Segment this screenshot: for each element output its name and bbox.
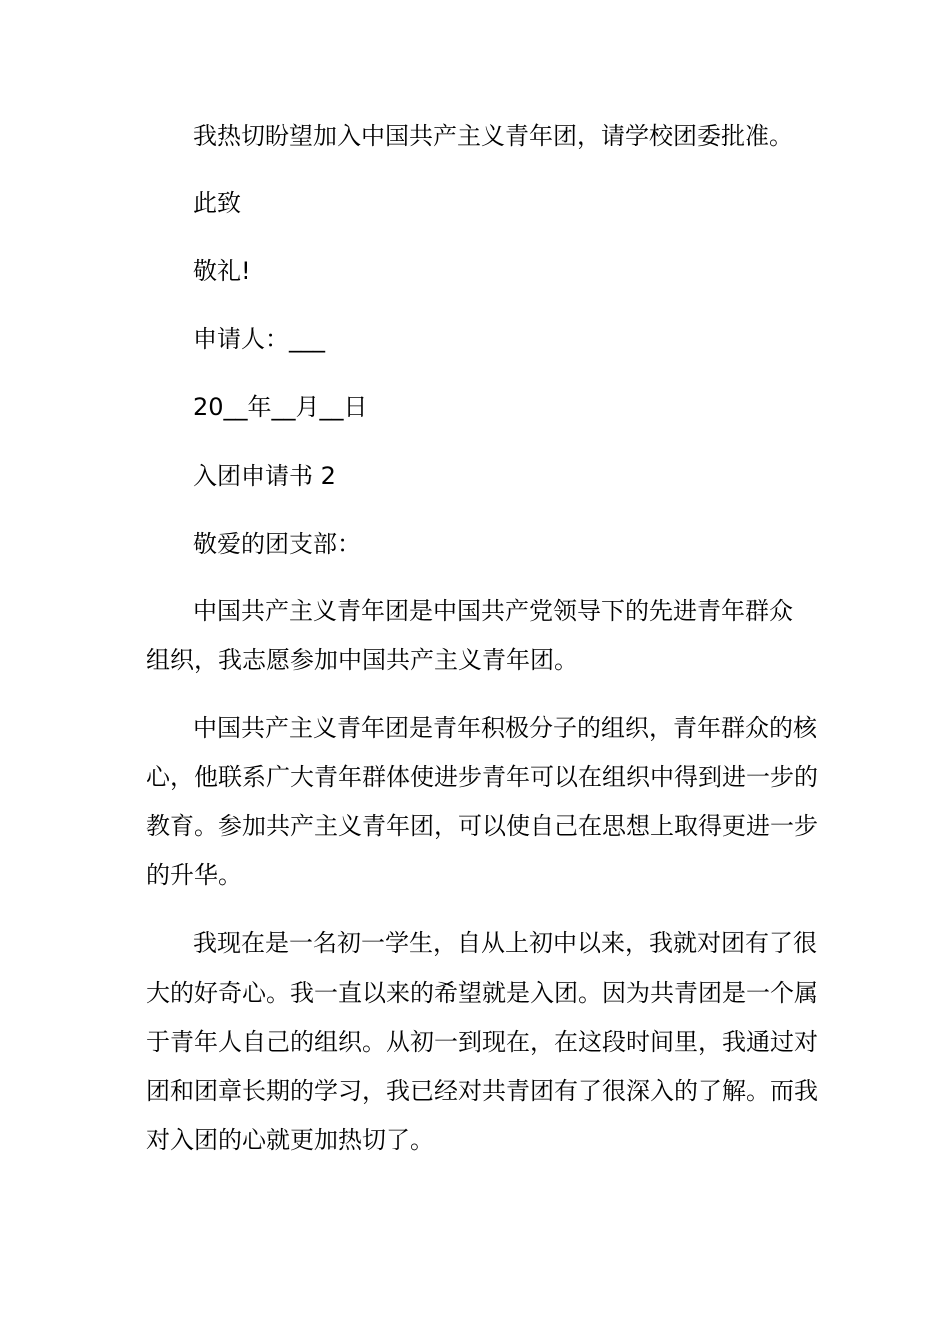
salutation-line: 此致 (193, 189, 241, 217)
paragraph-line: 组织，我志愿参加中国共产主义青年团。 (146, 646, 578, 674)
paragraph-line: 教育。参加共产主义青年团，可以使自己在思想上取得更进一步 (146, 812, 818, 840)
applicant-line: 申请人：___ (193, 325, 325, 353)
paragraph-line: 我现在是一名初一学生，自从上初中以来，我就对团有了很 (193, 929, 817, 957)
paragraph-line: 的升华。 (146, 861, 242, 889)
letter-greeting: 敬爱的团支部： (193, 530, 361, 558)
respect-line: 敬礼! (193, 257, 251, 285)
date-line: 20__年__月__日 (193, 393, 368, 421)
paragraph-line: 大的好奇心。我一直以来的希望就是入团。因为共青团是一个属 (146, 979, 818, 1007)
paragraph-line: 对入团的心就更加热切了。 (146, 1126, 434, 1154)
letter-title: 入团申请书 2 (193, 462, 336, 490)
paragraph-line: 于青年人自己的组织。从初一到现在，在这段时间里，我通过对 (146, 1028, 818, 1056)
paragraph-line: 心，他联系广大青年群体使进步青年可以在组织中得到进一步的 (146, 763, 818, 791)
paragraph-line: 团和团章长期的学习，我已经对共青团有了很深入的了解。而我 (146, 1077, 818, 1105)
paragraph-line: 中国共产主义青年团是中国共产党领导下的先进青年群众 (193, 597, 793, 625)
request-line: 我热切盼望加入中国共产主义青年团，请学校团委批准。 (193, 122, 793, 150)
paragraph-line: 中国共产主义青年团是青年积极分子的组织，青年群众的核 (193, 714, 817, 742)
